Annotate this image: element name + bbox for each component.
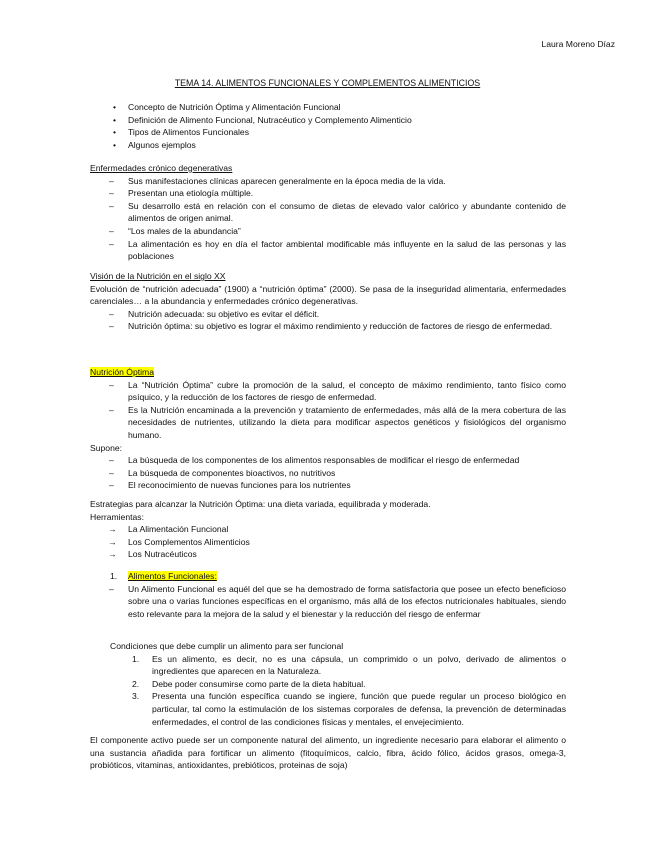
definition-item: – Un Alimento Funcional es aquél del que se ha demostrado de forma satisfactoria que posee un efecto beneficioso sobre una o varias funciones específicas en el organismo, más allá de los efectos nutricionales habituales, siendo esto relevante para la mejora de la salud y el bienestar y la reducción del riesgo de enfermar [90,583,566,621]
section-heading: Alimentos Funcionales: [128,571,217,581]
list-item: – Nutrición adecuada: su objetivo es evitar el déficit. [90,308,566,321]
estrategias-section [90,498,566,561]
list-item: 3. Presenta una función específica cuando se ingiere, función que puede regular un proceso biológico en particular, tal como la estimulación de los sistemas corporales de defensa, la prevención de determinadas enfermedades, el control de las condiciones físicas y mentales, el envejecimiento. [132,691,566,727]
optima-section [90,366,566,492]
list-item: 2. Debe poder consumirse como parte de la dieta habitual. [132,678,366,689]
section-heading: Nutrición Óptima [90,367,154,377]
supone-label: Supone: [90,442,123,453]
cronicas-section [90,162,566,263]
condiciones-section [90,640,566,728]
list-item: – Nutrición óptima: su objetivo es lograr el máximo rendimiento y reducción de factores de riesgo de enfermedad. [90,320,566,333]
herramientas-label: Herramientas: [90,511,144,522]
list-item: → Los Nutracéuticos [90,548,566,561]
list-item: – La “Nutrición Óptima” cubre la promoción de la salud, el concepto de máximo rendimiento, tanto físico como psíquico, y la reducción de los factores de riesgo de enfermedad. [90,379,566,404]
list-item: → Los Complementos Alimenticios [90,536,566,549]
vision-section [90,270,566,333]
section-heading: Visión de la Nutrición en el siglo XX [90,271,226,281]
document-title: TEMA 14. ALIMENTOS FUNCIONALES Y COMPLEMENTOS ALIMENTICIOS [174,78,481,88]
list-item: • Tipos de Alimentos Funcionales [90,126,566,139]
author-name: Laura Moreno Díaz [541,39,615,49]
list-item: – La alimentación es hoy en día el factor ambiental modificable más influyente en la salud de las personas y las poblaciones [90,238,566,263]
list-item: – Presentan una etiología múltiple. [90,187,566,200]
list-item: – El reconocimiento de nuevas funciones para los nutrientes [90,479,566,492]
componente-paragraph: El componente activo puede ser un componente natural del alimento, un ingrediente necesario para elaborar el alimento o una sustancia añadida para fortificar un alimento (fitoquímicos, calcio, fibra, ácido fólico, ácidos grasos, omega-3, probióticos, vitaminas, antioxidantes, prebióticos, proteinas de soja) [90,735,566,771]
list-item: → La Alimentación Funcional [90,523,566,536]
list-item: – Sus manifestaciones clínicas aparecen generalmente en la época media de la vida. [90,175,566,188]
list-item: • Concepto de Nutrición Óptima y Alimentación Funcional [90,101,566,114]
section-heading: Enfermedades crónico degenerativas [90,163,233,173]
list-item: – La búsqueda de los componentes de los alimentos responsables de modificar el riesgo de enfermedad [90,454,566,467]
paragraph: Estrategias para alcanzar la Nutrición Óptima: una dieta variada, equilibrada y moderada. [90,499,431,509]
list-item: – Es la Nutrición encaminada a la prevención y tratamiento de enfermedades, más allá de la mera cobertura de las necesidades de nutrientes, utilizando la dieta para modificar aspectos genéticos y fisiológicos del organismo humano. [90,404,566,442]
list-item: • Definición de Alimento Funcional, Nutracéutico y Complemento Alimenticio [90,114,566,127]
list-item: – La búsqueda de componentes bioactivos, no nutritivos [90,467,566,480]
list-item: 1. Es un alimento, es decir, no es una cápsula, un comprimido o un polvo, derivado de alimentos o ingredientes que aparecen en la Naturaleza. [132,653,566,677]
list-item: • Algunos ejemplos [90,139,566,152]
funcionales-section [90,570,566,620]
topic-list [90,101,566,151]
condiciones-label: Condiciones que debe cumplir un alimento para ser funcional [110,641,344,651]
list-item: – Su desarrollo está en relación con el consumo de dietas de elevado valor calórico y abundante contenido de alimentos de origen animal. [90,200,566,225]
section-number: 1. [110,571,118,581]
list-item: – “Los males de la abundancia” [90,225,566,238]
paragraph: Evolución de “nutrición adecuada” (1900) a “nutrición óptima” (2000). Se pasa de la inseguridad alimentaria, enfermedades carenciales… a la abundancia y enfermedades crónico degenerativas. [90,283,566,307]
